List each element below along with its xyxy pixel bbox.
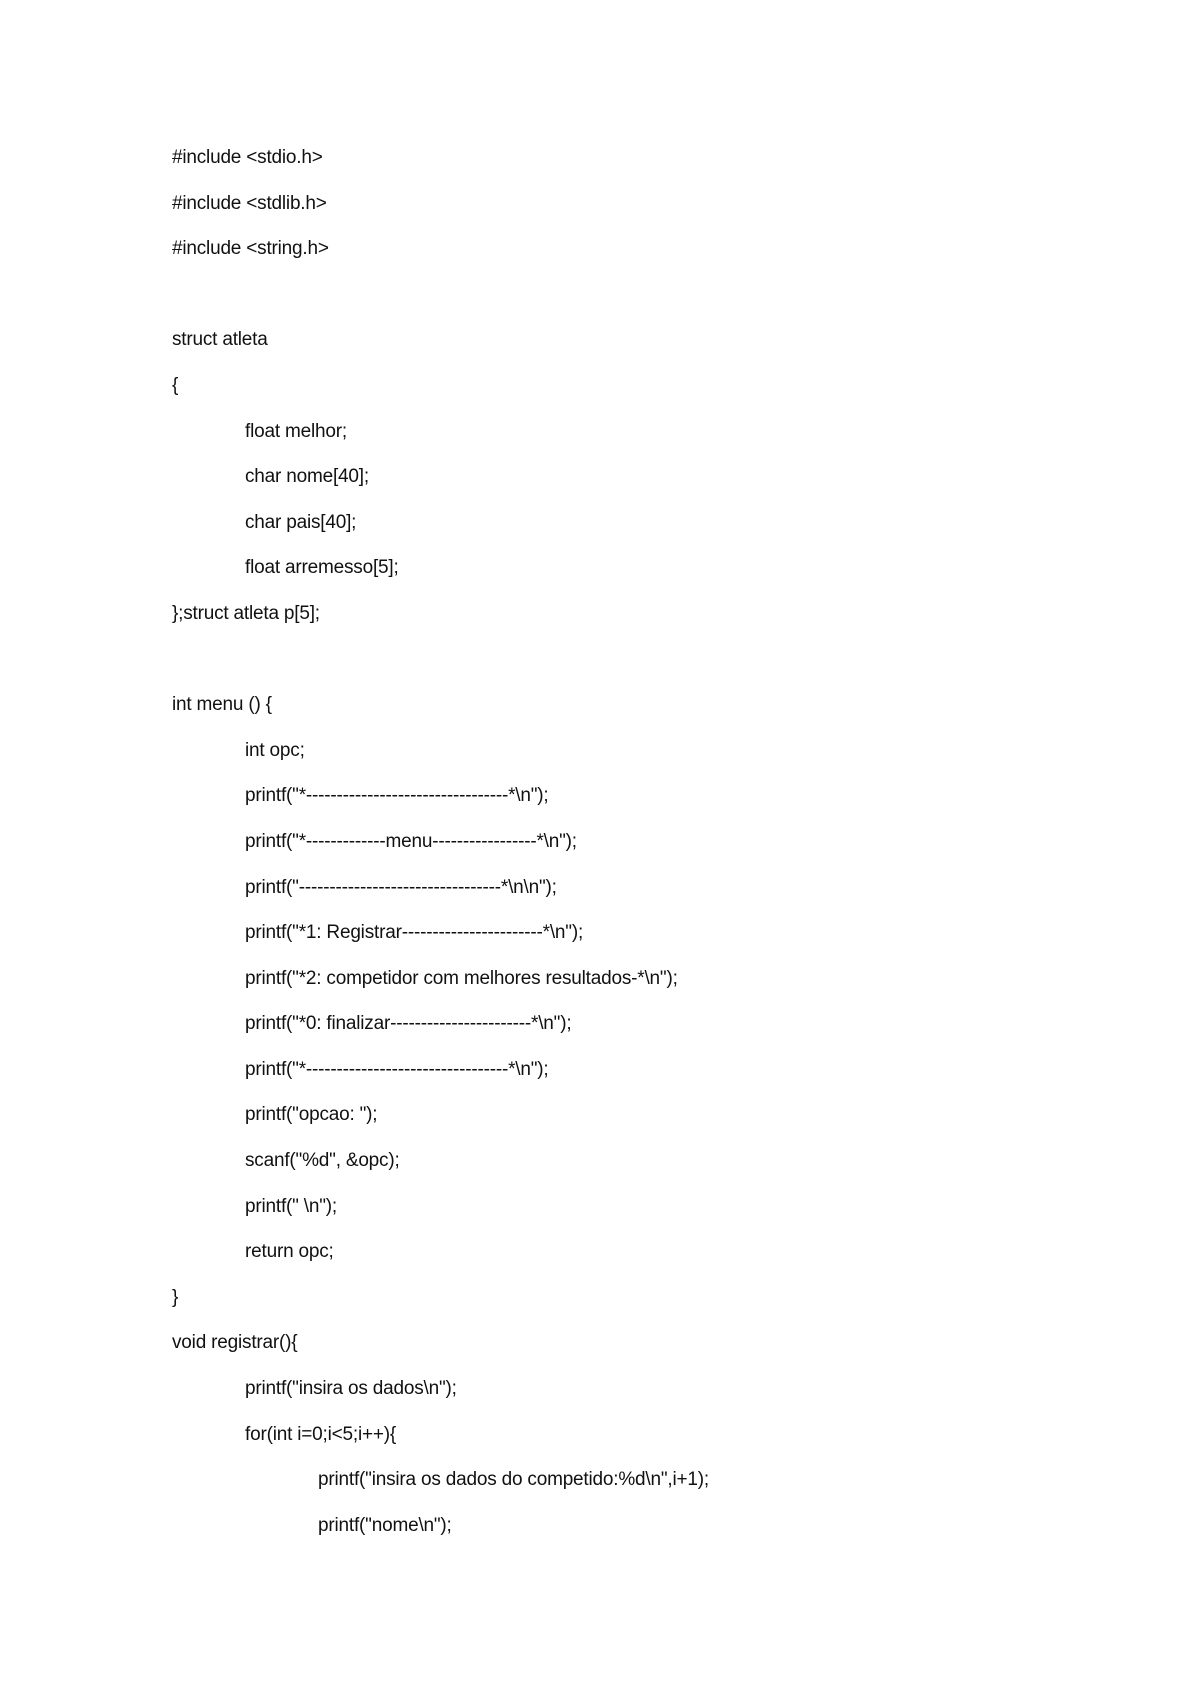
code-line: float melhor;: [245, 420, 347, 442]
code-line: for(int i=0;i<5;i++){: [245, 1423, 397, 1445]
code-line: {: [172, 374, 179, 396]
code-line: char pais[40];: [245, 511, 357, 533]
code-line: };struct atleta p[5];: [172, 602, 320, 624]
code-line: float arremesso[5];: [245, 557, 399, 579]
code-line: printf("insira os dados do competido:%d\n",i+1);: [318, 1469, 709, 1491]
code-line: #include <stdio.h>: [172, 147, 323, 168]
code-line: printf("*-------------menu-----------------*\n");: [245, 830, 577, 852]
code-line: [172, 646, 1132, 692]
code-line: printf("*---------------------------------*\n");: [245, 1058, 549, 1080]
code-line: printf("opcao: ");: [245, 1104, 378, 1126]
code-line: printf(" \n");: [245, 1195, 337, 1217]
code-line: printf("*0: finalizar-----------------------*\n");: [245, 1013, 572, 1035]
code-line: printf("*---------------------------------*\n");: [245, 785, 549, 807]
code-listing: [172, 144, 1132, 1557]
code-line: struct atleta: [172, 329, 268, 351]
code-line: int menu () {: [172, 694, 272, 716]
code-line: }: [172, 1286, 179, 1308]
code-line: printf("*2: competidor com melhores resultados-*\n");: [245, 967, 678, 989]
code-line: printf("---------------------------------*\n\n");: [245, 876, 557, 898]
code-line: printf("insira os dados\n");: [245, 1378, 457, 1400]
code-line: return opc;: [245, 1241, 334, 1263]
code-line: #include <string.h>: [172, 238, 329, 260]
code-line: char nome[40];: [245, 466, 369, 488]
code-line: printf("*1: Registrar-----------------------*\n");: [245, 922, 584, 944]
code-line: int opc;: [245, 739, 305, 761]
code-line: scanf("%d", &opc);: [245, 1150, 400, 1172]
code-line: #include <stdlib.h>: [172, 192, 327, 214]
code-line: printf("nome\n");: [318, 1514, 452, 1536]
code-line: [172, 281, 1132, 327]
code-line: void registrar(){: [172, 1332, 298, 1354]
